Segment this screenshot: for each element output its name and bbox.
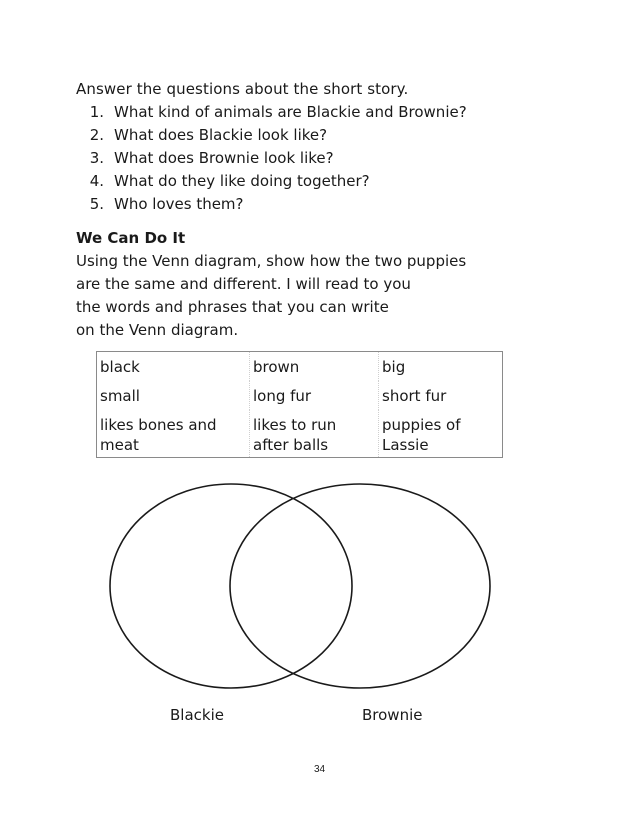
question-item <box>76 170 467 193</box>
table-cell: black <box>97 352 250 382</box>
table-cell: small <box>97 381 250 410</box>
question-text: What do they like doing together? <box>114 172 370 190</box>
table-cell: brown <box>250 352 379 382</box>
question-item <box>76 124 467 147</box>
table-row <box>97 410 503 458</box>
question-text: What kind of animals are Blackie and Brownie? <box>114 103 467 121</box>
instructions-paragraph <box>76 250 466 342</box>
venn-circle-right <box>230 484 490 688</box>
venn-label-blackie: Blackie <box>170 706 224 724</box>
word-bank-table <box>96 351 503 458</box>
question-number: 3. <box>89 149 104 167</box>
table-cell: puppies of Lassie <box>382 416 461 454</box>
question-text: Who loves them? <box>114 195 244 213</box>
section-title: We Can Do It <box>76 229 186 247</box>
venn-circle-left <box>110 484 352 688</box>
question-item <box>76 193 467 216</box>
table-cell: likes bones and meat <box>97 410 250 458</box>
table-cell: big <box>382 358 406 376</box>
intro-text: Answer the questions about the short story. <box>76 80 409 98</box>
venn-diagram <box>100 470 500 702</box>
table-cell: short fur <box>382 387 447 405</box>
question-item <box>76 101 467 124</box>
question-number: 4. <box>89 172 104 190</box>
instructions-line: Using the Venn diagram, show how the two puppies <box>76 252 467 270</box>
instructions-line: on the Venn diagram. <box>76 321 239 339</box>
instructions-line: are the same and different. I will read to you <box>76 275 411 293</box>
question-number: 2. <box>89 126 104 144</box>
question-text: What does Blackie look like? <box>114 126 328 144</box>
table-cell: long fur <box>250 381 379 410</box>
venn-label-brownie: Brownie <box>362 706 423 724</box>
instructions-line: the words and phrases that you can write <box>76 298 389 316</box>
page-number: 34 <box>313 764 326 775</box>
question-number: 5. <box>89 195 104 213</box>
question-item <box>76 147 467 170</box>
table-cell: likes to run after balls <box>250 410 379 458</box>
question-list <box>76 101 467 216</box>
table-row <box>97 381 503 410</box>
question-text: What does Brownie look like? <box>114 149 334 167</box>
question-number: 1. <box>89 103 104 121</box>
table-row <box>97 352 503 382</box>
